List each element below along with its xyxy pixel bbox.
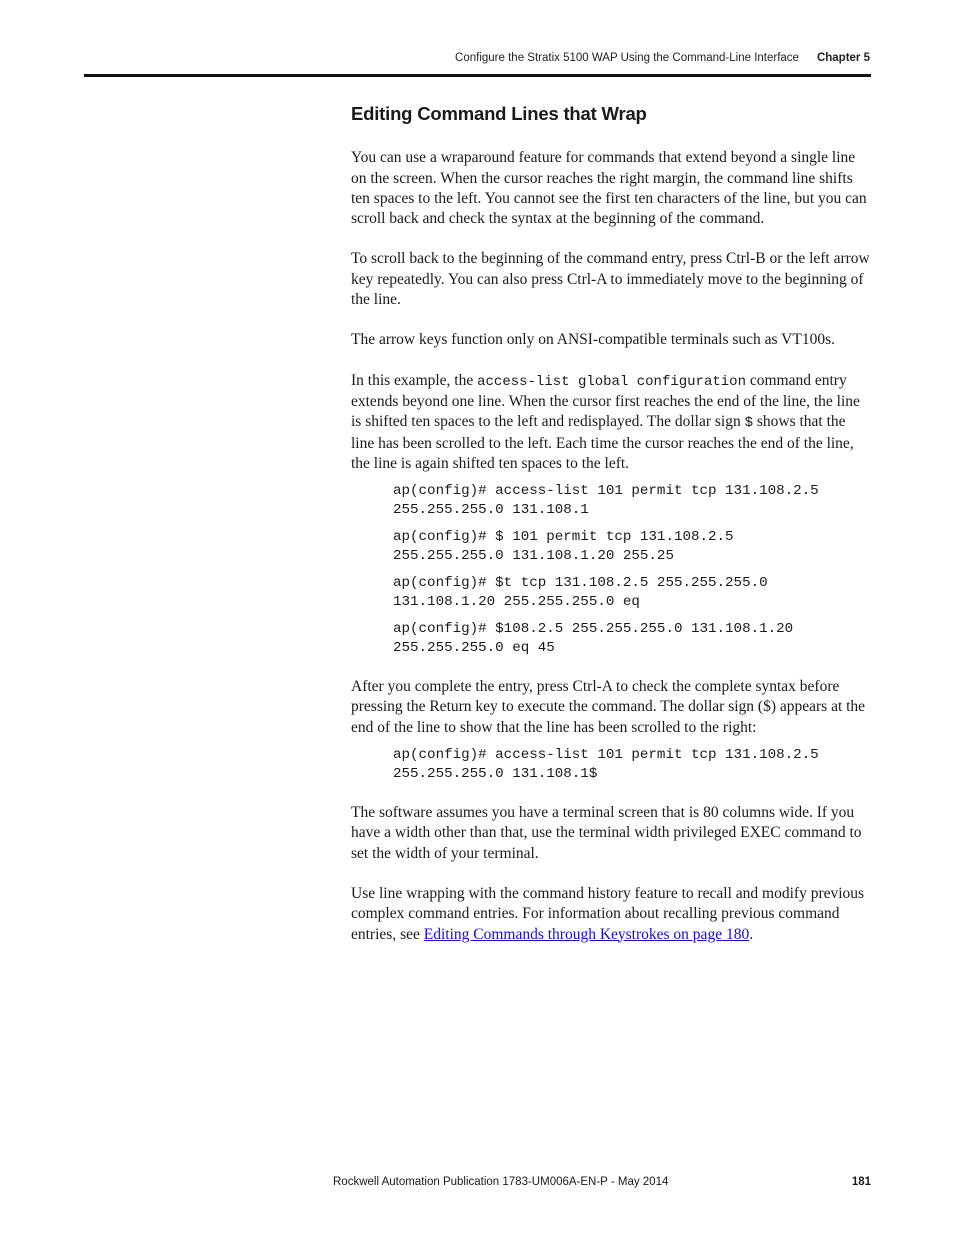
paragraph-scroll-back: To scroll back to the beginning of the command entry, press Ctrl-B or the left arrow key repeatedly. You can also press Ctrl-A to immediately move to the beginning of the line. [351,250,870,309]
history-text: Use line wrapping with the command history feature to recall and modify previous complex command entries. For information about recalling previous command entries, see [351,884,865,943]
paragraph-example [351,371,871,474]
inline-code-dollar: $ [744,415,753,432]
paragraph-complete-entry: After you complete the entry, press Ctrl-A to check the complete syntax before pressing the Return key to execute the command. The dollar sign ($) appears at the end of the line to show that the line has been scrolled to the right: [351,678,866,736]
chapter-label: Chapter 5 [816,52,870,64]
code-example-complete: ap(config)# access-list 101 permit tcp 131.108.2.5 255.255.255.0 131.108.1$ [393,747,819,782]
section-title: Editing Command Lines that Wrap [351,103,647,124]
paragraph-wraparound: You can use a wraparound feature for commands that extend beyond a single line on the screen. When the cursor reaches the right margin, the command line shifts ten spaces to the left. You cannot see the first ten characters of the line, but you can scroll back and check the syntax at the beginning of the command. [351,149,867,228]
inline-code-command: access-list global configuration [477,373,746,390]
code-example-3: ap(config)# $t tcp 131.108.2.5 255.255.255.0 131.108.1.20 255.255.255.0 eq [393,575,768,610]
code-example-2: ap(config)# $ 101 permit tcp 131.108.2.5 255.255.255.0 131.108.1.20 255.25 [393,529,734,564]
page-number: 181 [851,1176,871,1188]
history-text-end: . [749,925,754,943]
running-title: Configure the Stratix 5100 WAP Using the Command-Line Interface [455,52,799,64]
cross-reference-link[interactable]: Editing Commands through Keystrokes on page 180 [423,925,750,943]
paragraph-arrow-keys: The arrow keys function only on ANSI-compatible terminals such as VT100s. [351,331,835,349]
paragraph-terminal-width: The software assumes you have a terminal screen that is 80 columns wide. If you have a width other than that, use the terminal width privileged EXEC command to set the width of your terminal. [351,804,862,862]
paragraph-history [351,884,871,945]
code-example-4: ap(config)# $108.2.5 255.255.255.0 131.108.1.20 255.255.255.0 eq 45 [393,621,794,656]
running-header [84,52,870,64]
header-rule [84,74,871,77]
example-text-start: In this example, the [351,371,478,389]
example-text-middle: command entry extends beyond one line. When the cursor first reaches the end of the line, the line is shifted ten spaces to the left and redisplayed. The dollar sign [351,371,860,431]
example-text-end: shows that the line has been scrolled to the left. Each time the cursor reaches the end of the line, the line is again shifted ten spaces to the left. [351,413,854,472]
publication-info: Rockwell Automation Publication 1783-UM006A-EN-P - May 2014 [333,1176,669,1188]
code-example-1: ap(config)# access-list 101 permit tcp 131.108.2.5 255.255.255.0 131.108.1 [393,483,819,518]
main-content [351,104,871,965]
